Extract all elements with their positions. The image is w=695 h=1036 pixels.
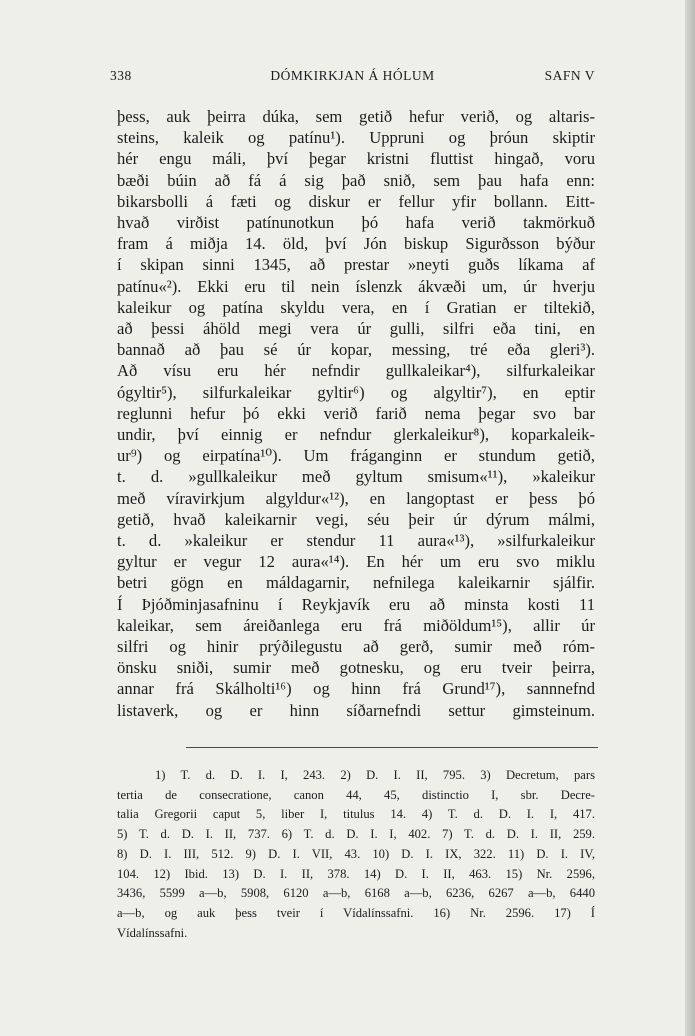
body-line: bikarsbolli á fæti og diskur er fellur yfir bollann. Eitt- <box>117 191 595 211</box>
body-line: reglunni hefur þó ekki verið farið nema þegar svo bar <box>117 403 595 423</box>
body-line: patínu«²). Ekki eru til nein íslenzk ákvæði um, úr hverju <box>117 276 595 296</box>
body-line: með víravirkjum algyldur«¹²), en langoptast er þess þó <box>117 488 595 508</box>
body-line: kaleikur og patína skyldu vera, en í Gratian er tiltekið, <box>117 297 595 317</box>
body-line: undir, því einnig er nefndur glerkaleikur⁸), koparkaleik- <box>117 425 595 445</box>
body-line: getið, hvað kaleikarnir vegi, séu þeir úr dýrum málmi, <box>117 509 595 529</box>
body-line: steins, kaleik og patínu¹). Uppruni og þróun skiptir <box>117 128 595 148</box>
body-line: að þessi áhöld megi vera úr gulli, silfri eða tini, en <box>117 319 595 339</box>
footnote-line: 8) D. I. III, 512. 9) D. I. VII, 43. 10) D. I. IX, 322. 11) D. I. IV, <box>117 846 595 861</box>
body-line: ógyltir⁵), silfurkaleikar gyltir⁶) og algyltir⁷), en eptir <box>117 382 595 402</box>
body-line: silfri og hinir prýðilegustu að gerð, sumir með róm- <box>117 637 595 657</box>
running-header <box>110 68 595 88</box>
page-number: 338 <box>110 68 132 83</box>
body-line: ur⁹) og eirpatína¹⁰). Um fráganginn er stundum getið, <box>117 446 595 466</box>
body-line: betri gögn en máldagarnir, nefnilega kaleikarnir sjálfir. <box>117 573 595 593</box>
body-line: önsku sniði, sumir með gotnesku, og eru tveir þeirra, <box>117 658 595 678</box>
body-text <box>117 106 595 721</box>
body-line: í skipan sinni 1345, að prestar »neyti guðs líkama af <box>117 255 595 275</box>
footnote-line: 104. 12) Ibid. 13) D. I. II, 378. 14) D. I. II, 463. 15) Nr. 2596, <box>117 866 595 881</box>
body-line: listaverk, og er hinn síðarnefndi settur gimsteinum. <box>117 700 595 720</box>
body-line: annar frá Skálholti¹⁶) og hinn frá Grund¹⁷), sannnefnd <box>117 679 595 699</box>
footnote-line: tertia de consecratione, canon 44, 45, distinctio I, sbr. Decre- <box>117 787 595 802</box>
body-line: kaleikar, sem áreiðanlega eru frá miðöldum¹⁵), allir úr <box>117 615 595 635</box>
body-line: gyltur er vegur 12 aura«¹⁴). En hér um eru svo miklu <box>117 552 595 572</box>
body-line: Að vísu eru hér nefndir gullkaleikar⁴), silfurkaleikar <box>117 361 595 381</box>
body-line: hvað virðist patínunotkun þó hafa verið takmörkuð <box>117 213 595 233</box>
footnote-line: 3436, 5599 a—b, 5908, 6120 a—b, 6168 a—b, 6236, 6267 a—b, 6440 <box>117 886 595 901</box>
footnote-line: a—b, og auk þess tveir í Vídalínssafni. 16) Nr. 2596. 17) Í <box>117 905 595 920</box>
page-edge <box>685 0 695 1036</box>
footnote-line: 5) T. d. D. I. II, 737. 6) T. d. D. I. I, 402. 7) T. d. D. I. II, 259. <box>117 827 595 842</box>
running-title: DÓMKIRKJAN Á HÓLUM <box>270 68 435 83</box>
footnotes <box>117 766 595 943</box>
body-line: fram á miðja 14. öld, því Jón biskup Sigurðsson býður <box>117 234 595 254</box>
body-line: bannað að þau sé úr kopar, messing, tré eða gleri³). <box>117 340 595 360</box>
footnote-line: Vídalínssafni. <box>117 925 188 940</box>
body-line: Í Þjóðminjasafninu í Reykjavík eru að minsta kosti 11 <box>117 594 595 614</box>
footnote-line: 1) T. d. D. I. I, 243. 2) D. I. II, 795. 3) Decretum, pars <box>155 768 595 782</box>
section-label: SAFN V <box>544 68 595 83</box>
body-line: t. d. »gullkaleikur með gyltum smisum«¹¹), »kaleikur <box>117 467 595 487</box>
body-line: t. d. »kaleikur er stendur 11 aura«¹³), »silfurkaleikur <box>117 531 595 551</box>
footnote-divider <box>186 747 598 748</box>
body-line: þess, auk þeirra dúka, sem getið hefur verið, og altaris- <box>117 107 595 126</box>
body-line: hér engu máli, því þegar kristni fluttist hingað, voru <box>117 149 595 169</box>
footnote-line: talia Gregorii caput 5, liber I, titulus 14. 4) T. d. D. I. I, 417. <box>117 807 595 822</box>
body-line: bæði búin að fá á sig það snið, sem þau hafa enn: <box>117 170 595 190</box>
